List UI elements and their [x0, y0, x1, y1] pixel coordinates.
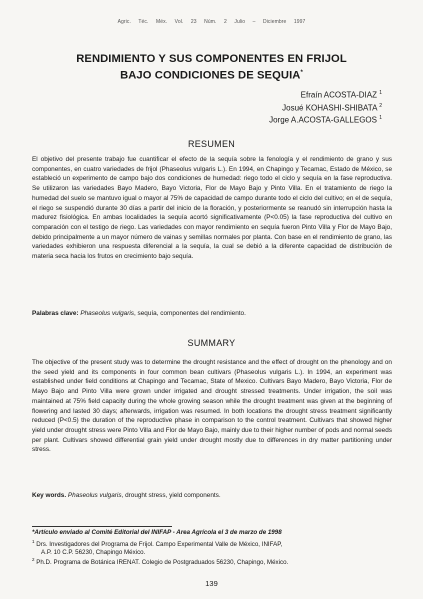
author-list — [269, 88, 382, 126]
summary-heading: SUMMARY — [187, 338, 236, 348]
footnote-rule — [32, 526, 172, 527]
running-header: Agric. Téc. Méx. Vol. 23 Núm. 2 Julio – Diciembre 1997 — [117, 19, 306, 25]
footnote-1: $^1$ Drs. Investigadores del Programa de Frijol. Campo Experimental Valle de México, INIFAP, A.P. 10 C.P. 56230, Chapingo México. — [32, 539, 283, 557]
resumen-paragraph: El objetivo del presente trabajo fue cuantificar el efecto de la sequía sobre la fenología y el rendimiento de grano y sus componentes, en cuatro variedades de frijol (Phaseolus vulgaris L.). En 1994, en Chapingo y Tecamac, Estado de México, se estableció un experimento de campo bajo dos condiciones de humedad: riego todo el ciclo y sequía en la fase reproductiva. Se utilizaron las variedades Bayo Madero, Bayo Victoria, Flor de Mayo Bajo y Pinto Villa. En el tratamiento de riego la humedad del suelo se mantuvo igual o mayor al 75% de capacidad de campo durante todo el ciclo del cultivo; en el de sequía, el riego se suspendió durante 30 días a partir del inicio de la floración, y posteriormente se reanudó sin interrupción hasta la madurez fisiológica. En ambas localidades la sequía acortó significativamente (P<0.05) la fase reproductiva del cultivo en comparación con el testigo de riego. Las variedades con mayor rendimiento en sequía fueron Pinto Villa y Flor de Mayo Bajo, debido principalmente a un mayor número de vainas y semillas normales por planta. Con base en el rendimiento de grano, las variedades exhibieron una respuesta diferencial a la sequía, la cual se debió a la diferente capacidad de distribución de materia seca hacia los frutos en crecimiento bajo sequía. — [32, 156, 392, 261]
title-footnote-marker: * — [300, 70, 303, 76]
author-3: Jorge A.ACOSTA-GALLEGOS $^1$ — [269, 115, 382, 125]
author-2: Josué KOHASHI-SHIBATA $^2$ — [282, 102, 382, 113]
article-title — [40, 52, 383, 83]
summary-paragraph: The objective of the present study was to determine the drought resistance and the effect of drought on the phenology and on the seed yield and its components in four common bean cultivars (Phaseolus vulgaris L.). In 1994, an experiment was established under field conditions at Chapingo and Tecamac, State of Mexico. Cultivars Bayo Madero, Bayo Victoria, Flor de Mayo Bajo and Pinto Villa were grown under irrigated and drought stressed treatments. Under irrigation, the soil was maintained at 75% field capacity during the whole growing season while the drought treatment was given at the beginning of flowering and lasted 30 days; afterwards, irrigation was resumed. In both locations the drought stress treatment significantly reduced (P<0.5) the duration of the reproductive phase in comparison to the control treatment. Cultivars that showed higher yield under drought stress were Pinto Villa and Flor de Mayo Bajo, mainly due to their higher number of pods and normal seeds per plant. Cultivars showed differential grain yield under drought mostly due to differences in dry matter partitioning under stress. — [32, 359, 392, 454]
key-words: Key words. Phaseolus vulgaris, drought stress, yield components. — [32, 492, 221, 499]
author-1: Efraín ACOSTA-DIAZ $^1$ — [300, 90, 382, 100]
footnote-2: $^2$ Ph.D. Programa de Botánica IRENAT. Colegio de Postgraduados 56230, Chapingo, México. — [32, 557, 289, 567]
footnote-star: *Artículo enviado al Comité Editorial del INIFAP - Area Agrícola el 3 de marzo de 1998 — [32, 529, 282, 536]
title-line-2: BAJO CONDICIONES DE SEQUIA* — [120, 69, 303, 82]
title-line-1: RENDIMIENTO Y SUS COMPONENTES EN FRIJOL — [76, 53, 347, 65]
palabras-clave: Palabras clave: Phaseolus vulgaris, sequía, componentes del rendimiento. — [32, 310, 246, 317]
resumen-heading: RESUMEN — [187, 139, 236, 149]
page-number: 139 — [205, 579, 218, 588]
